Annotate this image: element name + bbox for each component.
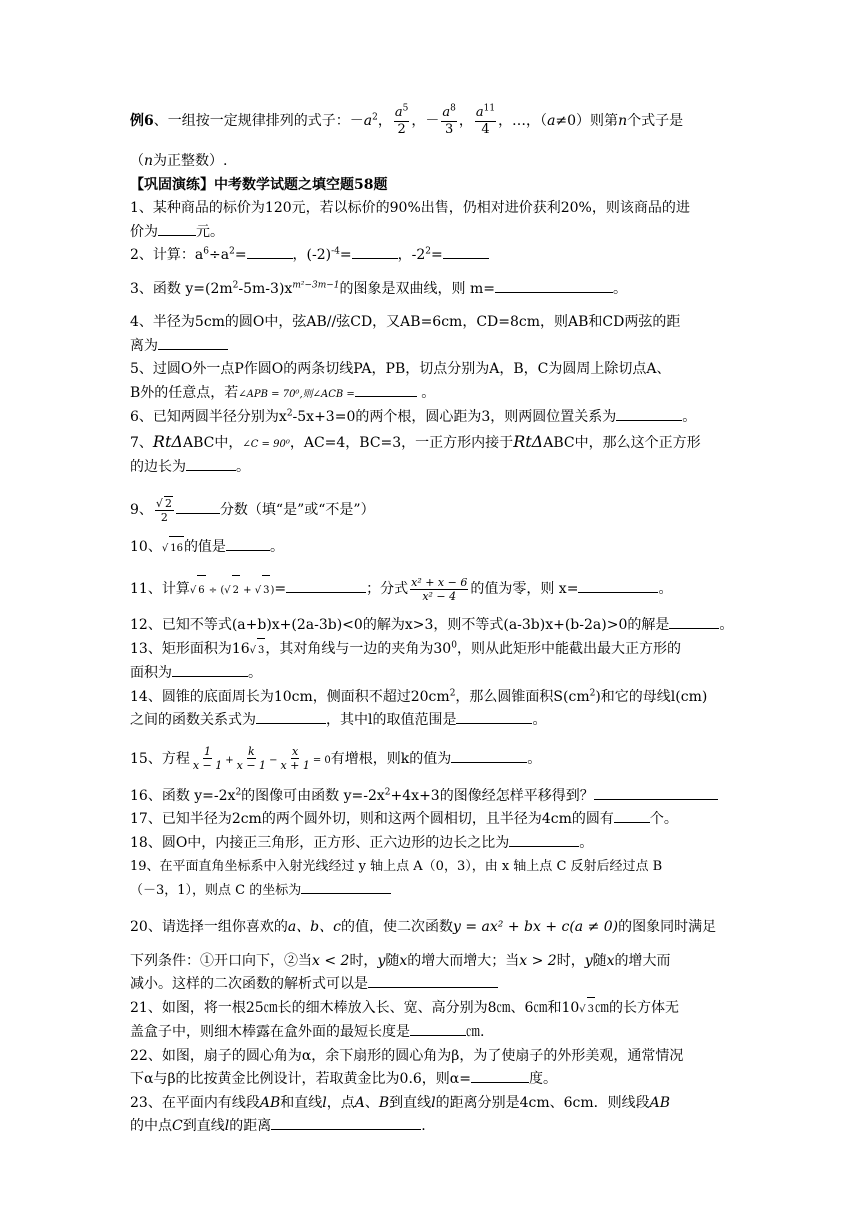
- q10-blank[interactable]: [226, 536, 270, 551]
- q5-blank[interactable]: [355, 382, 417, 397]
- q5-condition: ∠APB = 70⁰,则∠ACB =: [238, 388, 355, 400]
- example-text-d: 个式子是: [627, 113, 684, 129]
- q6-line: 6、已知两圆半径分别为$x^2-5x+3=0$的两个根，圆心距为3，则两圆位置关系为 。: [130, 406, 732, 430]
- q6-blank[interactable]: [616, 406, 682, 421]
- q7-line-2: 的边长为 。: [130, 456, 732, 480]
- q12-blank[interactable]: [669, 614, 719, 629]
- example-text: 、一组按一定规律排列的式子：－: [153, 113, 364, 129]
- q21-line-2: 盖盒子中，则细木棒露在盒外面的最短长度是 ㎝.: [130, 1021, 732, 1045]
- q7-blank[interactable]: [186, 456, 236, 471]
- section-title: 【巩固演练】中考数学试题之填空题58题: [130, 176, 388, 193]
- q12-line: 12、已知不等式(a+b)x+(2a-3b)<0的解为x>3，则不等式(a-3b)x+(b-2a)>0的解是 。: [130, 614, 732, 638]
- q9-line: 9、 √ $\frac{2}{2}$ 分数（填“是”或“不是”）: [130, 494, 732, 526]
- q20-line-3: 减小。这样的二次函数的解析式可以是: [130, 973, 732, 997]
- q23-line-2: 的中点C到直线l的距离 .: [130, 1115, 732, 1139]
- term-4-fraction: $\frac{a^{11}}{4}$: [475, 103, 496, 137]
- q19-line-1: 19、在平面直角坐标系中入射光线经过 y 轴上点 A（0，3），由 x 轴上点 C 反射后经过点 B: [130, 859, 663, 874]
- example-line2-a: （: [130, 153, 144, 169]
- q18-blank[interactable]: [509, 832, 579, 847]
- term-3-fraction: $\frac{a^8}{3}$: [442, 103, 456, 137]
- q11-line: 11、计算√ 6 ÷ (√ 2 + √ 3)= ；分式 $\frac{\text{x² + x − 6}}{\text{x² − 4}}$ 的值为零，则 x= 。: [130, 574, 732, 604]
- q19-blank[interactable]: [301, 879, 391, 894]
- q15-blank[interactable]: [451, 748, 527, 763]
- q2-blank-3[interactable]: [443, 244, 489, 259]
- q11-blank-2[interactable]: [578, 578, 658, 593]
- q22-blank[interactable]: [471, 1068, 529, 1083]
- q19-line-2: （－3，1），则点 C 的坐标为: [130, 879, 732, 903]
- q14-line-1: 14、圆锥的底面周长为10cm，侧面积不超过$20cm^2$，那么圆锥面积$S(cm^2)$和它的母线l(cm): [130, 687, 708, 705]
- q17-line: 17、已知半径为2cm的两个圆外切，则和这两个圆相切，且半径为4cm的圆有 个。: [130, 808, 732, 832]
- q5-line-1: 5、过圆O外一点P作圆O的两条切线PA，PB，切点分别为A，B，C为圆周上除切点A、: [130, 361, 671, 377]
- q16-line: 16、函数 $y=-2x^2$的图像可由函数 $y=-2x^2+4x+3$的图像经怎样平移得到？: [130, 785, 732, 809]
- q1-line-1: 1、某种商品的标价为120元，若以标价的90%出售，仍相对进价获利20%，则该商品的进: [130, 200, 690, 216]
- q20-blank[interactable]: [368, 973, 498, 988]
- example-text-b: ，…，（: [498, 113, 548, 129]
- q14-blank-2[interactable]: [456, 709, 532, 724]
- example-text-c: ≠0）则第: [555, 113, 619, 129]
- example-label: 例6: [130, 113, 154, 129]
- q23-blank[interactable]: [271, 1115, 421, 1130]
- q3-blank[interactable]: [495, 278, 613, 293]
- q11-fraction: $\frac{\text{x² + x − 6}}{\text{x² − 4}}$: [411, 575, 468, 603]
- q21-line-1: 21、如图，将一根25㎝长的细木棒放入长、宽、高分别为8㎝、6㎝和10√ 3㎝的长方体无: [130, 997, 732, 1022]
- example-6-line-2: [130, 150, 732, 174]
- q13-line-2: 面积为 。: [130, 662, 732, 686]
- example-n2: n: [144, 153, 154, 169]
- term-3-sign: ，－: [411, 113, 440, 129]
- q16-blank[interactable]: [594, 785, 718, 800]
- q21-blank[interactable]: [410, 1021, 466, 1036]
- q4-blank[interactable]: [158, 335, 228, 350]
- q7-line-1: 7、RtΔABC中，∠C = 90⁰，AC=4，BC=3，一正方形内接于RtΔABC中，那么这个正方形: [130, 431, 701, 451]
- q2-line: 2、计算：$a^6\div a^2=$ ，$(-2)^{-4}=$ ，$-2^2=$: [130, 244, 732, 268]
- term-1: a: [363, 113, 373, 129]
- q22-line-2: 下α与β的比按黄金比例设计，若取黄金比为0.6，则α= 度。: [130, 1068, 732, 1092]
- q20-function: y = ax² + bx + c(a ≠ 0): [452, 919, 619, 935]
- q14-blank-1[interactable]: [256, 709, 326, 724]
- q4-line-1: 4、半径为5cm的圆O中，弦AB//弦CD，又AB=6cm，CD=8cm，则AB和CD两弦的距: [130, 314, 681, 330]
- q20-line-2: 下列条件：①开口向下，②当x < 2时，y随x的增大而增大；当x > 2时，y随x的增大而: [130, 952, 671, 969]
- q9-blank[interactable]: [176, 499, 220, 514]
- q1-answer-blank[interactable]: [158, 221, 196, 236]
- q2-blank-1[interactable]: [247, 244, 293, 259]
- term-2-fraction: $\frac{a^5}{2}$: [394, 103, 409, 137]
- example-n: n: [618, 113, 628, 129]
- q10-line: 10、√ 16的值是 。: [130, 536, 732, 561]
- q5-line-2: B外的任意点，若∠APB = 70⁰,则∠ACB = 。: [130, 382, 732, 407]
- q3-exponent: m²−3m−1: [292, 279, 340, 290]
- q23-line-1: 23、在平面内有线段AB和直线l，点A、B到直线l的距离分别是4cm、6cm．则线段AB: [130, 1094, 671, 1111]
- q4-line-2: 离为: [130, 335, 732, 359]
- example-6-line-1: 例6、一组按一定规律排列的式子：$-a^2$， $\frac{a^5}{2}$ ，－ $\frac{a^8}{3}$ ， $\frac{a^{11}}{4}$ ，…，（a≠0）则第n个式子是: [130, 103, 684, 137]
- q18-line: 18、圆O中，内接正三角形，正方形、正六边形的边长之比为 。: [130, 832, 732, 856]
- q3-line: 3、函数 $y=(2m^2-5m-3)x^{m^2-3m-1}$的图象是双曲线，则 m= 。: [130, 278, 732, 302]
- q14-line-2: 之间的函数关系式为 ，其中l的取值范围是 。: [130, 709, 732, 733]
- q9-fraction: √ $\frac{2}{2}$: [155, 496, 174, 524]
- q1-line-2: 价为 元。: [130, 221, 732, 245]
- q13-blank[interactable]: [172, 662, 248, 677]
- q22-line-1: 22、如图，扇子的圆心角为α，余下扇形的圆心角为β，为了使扇子的外形美观，通常情况: [130, 1047, 684, 1064]
- q20-line-1: 20、请选择一组你喜欢的a、b、c的值，使二次函数y = ax² + bx + c(a ≠ 0)的图象同时满足: [130, 919, 717, 935]
- term-1-exp: 2: [372, 112, 378, 123]
- example-cond-var: a: [547, 113, 556, 129]
- q15-line: 15、方程 $\frac{1}{x - 1}$ + $\frac{k}{x - 1}$ − $\frac{x}{x + 1}$ = 0有增根，则k的值为 。: [130, 745, 542, 772]
- q2-blank-2[interactable]: [352, 244, 398, 259]
- q13-line-1: 13、矩形面积为16√ 3，其对角线与一边的夹角为$30^0$，则从此矩形中能截出最大正方形的: [130, 638, 732, 663]
- q11-blank-1[interactable]: [286, 578, 366, 593]
- example-line2-b: 为正整数）.: [153, 153, 228, 169]
- q17-blank[interactable]: [614, 808, 650, 823]
